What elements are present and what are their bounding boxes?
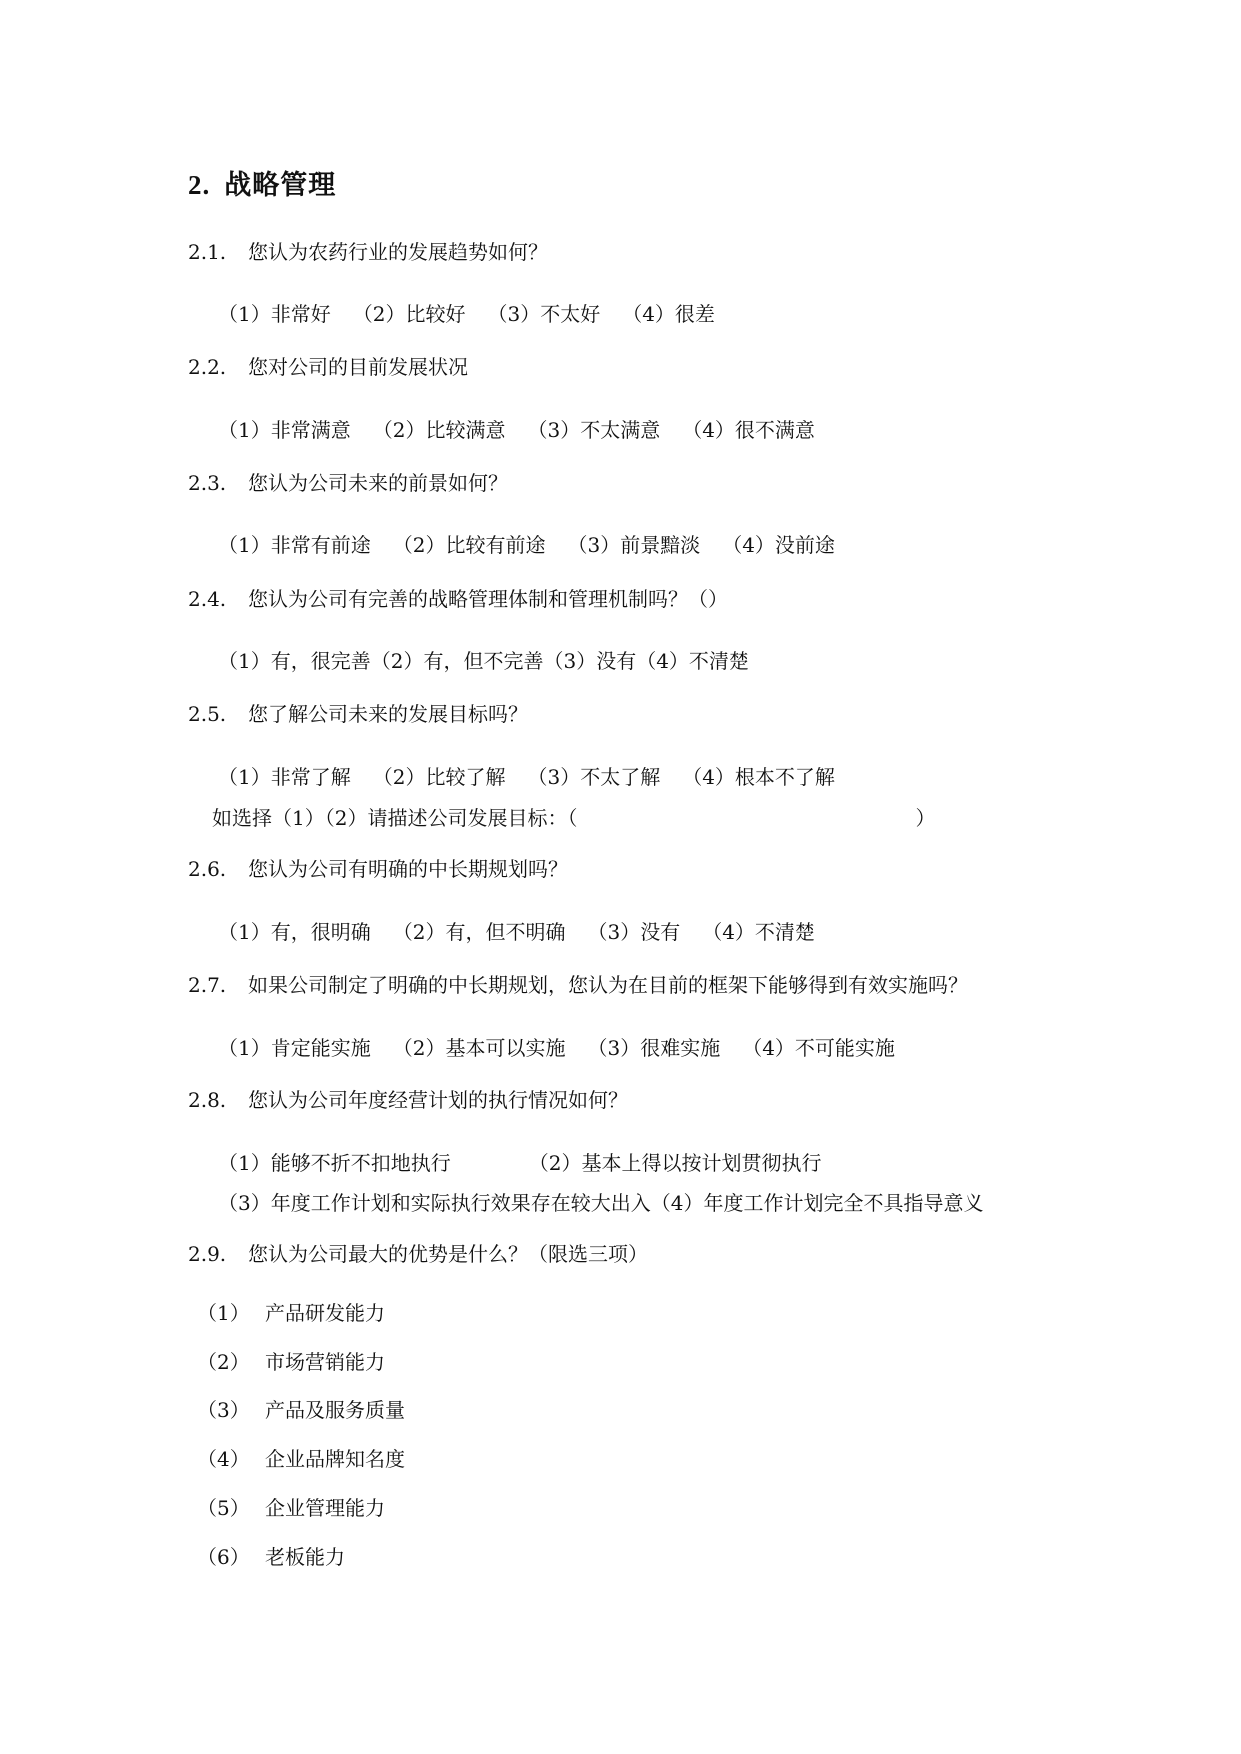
goal-description-line	[212, 806, 935, 830]
option-4[interactable]: （4）很不满意	[682, 418, 815, 442]
option-3[interactable]: （3）不太满意	[527, 418, 661, 442]
question-2-1	[188, 240, 548, 264]
options-2-1	[218, 302, 737, 326]
question-2-4	[188, 587, 728, 611]
option-1[interactable]: （1）有，很明确	[218, 920, 371, 944]
option-4[interactable]: （4）不清楚	[702, 920, 815, 944]
question-number: 2.6.	[188, 857, 227, 881]
list-item-number: （3）	[197, 1398, 250, 1422]
list-item-label: 产品研发能力	[265, 1301, 385, 1325]
list-item-number: （6）	[197, 1545, 250, 1569]
option-2[interactable]: （2）比较好	[352, 302, 466, 326]
question-2-3	[188, 471, 508, 495]
option-1[interactable]: （1）非常满意	[218, 418, 351, 442]
option-4[interactable]: （4）不可能实施	[742, 1036, 895, 1060]
question-number: 2.7.	[188, 973, 227, 997]
question-text: 您认为公司有完善的战略管理体制和管理机制吗？（）	[248, 587, 728, 611]
option-4[interactable]: （4）不清楚	[636, 649, 749, 673]
option-3[interactable]: （3）前景黯淡	[567, 533, 701, 557]
option-1[interactable]: （1）有，很完善	[218, 649, 371, 673]
section-number: 2.	[188, 170, 211, 200]
options-2-2	[218, 418, 837, 442]
list-item[interactable]	[197, 1496, 385, 1520]
option-3[interactable]: （3）不太了解	[527, 765, 661, 789]
option-4[interactable]: （4）很差	[622, 302, 715, 326]
option-3[interactable]: （3）没有	[543, 649, 637, 673]
question-number: 2.1.	[188, 240, 227, 264]
question-number: 2.8.	[188, 1088, 227, 1112]
question-text: 您对公司的目前发展状况	[248, 355, 468, 379]
list-item-number: （1）	[197, 1301, 250, 1325]
option-4[interactable]: （4）没前途	[722, 533, 835, 557]
question-2-6	[188, 857, 568, 881]
list-item[interactable]	[197, 1301, 385, 1325]
list-item[interactable]	[197, 1447, 405, 1471]
option-3[interactable]: （3）没有	[587, 920, 681, 944]
list-item[interactable]	[197, 1350, 385, 1374]
option-1[interactable]: （1）肯定能实施	[218, 1036, 371, 1060]
question-text: 您认为公司未来的前景如何？	[248, 471, 508, 495]
list-item-label: 企业管理能力	[265, 1496, 385, 1520]
options-2-8-row2	[218, 1191, 983, 1215]
option-2[interactable]: （2）比较有前途	[392, 533, 546, 557]
question-2-7	[188, 973, 968, 997]
question-text: 您认为公司最大的优势是什么？（限选三项）	[248, 1242, 648, 1266]
question-number: 2.2.	[188, 355, 227, 379]
question-text: 您认为公司年度经营计划的执行情况如何？	[248, 1088, 628, 1112]
option-3[interactable]: （3）年度工作计划和实际执行效果存在较大出入	[218, 1191, 651, 1215]
option-2[interactable]: （2）比较满意	[372, 418, 506, 442]
options-2-4	[218, 649, 749, 673]
question-number: 2.9.	[188, 1242, 227, 1266]
question-text: 您了解公司未来的发展目标吗？	[248, 702, 528, 726]
list-item-number: （5）	[197, 1496, 250, 1520]
option-1[interactable]: （1）非常有前途	[218, 533, 371, 557]
option-2[interactable]: （2）基本上得以按计划贯彻执行	[528, 1151, 822, 1175]
list-item-number: （2）	[197, 1350, 250, 1374]
list-item[interactable]	[197, 1545, 345, 1569]
options-2-5	[218, 765, 857, 789]
option-2[interactable]: （2）有，但不明确	[392, 920, 566, 944]
option-3[interactable]: （3）很难实施	[587, 1036, 721, 1060]
question-number: 2.5.	[188, 702, 227, 726]
list-item-number: （4）	[197, 1447, 250, 1471]
question-text: 您认为农药行业的发展趋势如何？	[248, 240, 548, 264]
list-item-label: 老板能力	[265, 1545, 345, 1569]
option-1[interactable]: （1）非常了解	[218, 765, 351, 789]
option-1[interactable]: （1）能够不折不扣地执行	[218, 1151, 451, 1175]
question-text: 您认为公司有明确的中长期规划吗？	[248, 857, 568, 881]
option-2[interactable]: （2）基本可以实施	[392, 1036, 566, 1060]
question-2-5	[188, 702, 528, 726]
options-2-8-row1	[218, 1151, 821, 1175]
option-4[interactable]: （4）年度工作计划完全不具指导意义	[650, 1191, 984, 1215]
question-2-2	[188, 355, 468, 379]
question-number: 2.3.	[188, 471, 227, 495]
question-2-8	[188, 1088, 628, 1112]
options-2-3	[218, 533, 857, 557]
question-2-9	[188, 1242, 648, 1266]
list-item[interactable]	[197, 1398, 405, 1422]
section-title	[188, 163, 336, 202]
list-item-label: 企业品牌知名度	[265, 1447, 405, 1471]
goal-description-prompt: 如选择（1）（2）请描述公司发展目标：（	[212, 806, 578, 830]
goal-description-close: ）	[915, 806, 936, 830]
option-1[interactable]: （1）非常好	[218, 302, 331, 326]
options-2-7	[218, 1036, 917, 1060]
option-3[interactable]: （3）不太好	[487, 302, 601, 326]
question-number: 2.4.	[188, 587, 227, 611]
options-2-6	[218, 920, 837, 944]
list-item-label: 市场营销能力	[265, 1350, 385, 1374]
option-4[interactable]: （4）根本不了解	[682, 765, 835, 789]
option-2[interactable]: （2）有，但不完善	[370, 649, 544, 673]
question-text: 如果公司制定了明确的中长期规划，您认为在目前的框架下能够得到有效实施吗？	[248, 973, 968, 997]
list-item-label: 产品及服务质量	[265, 1398, 405, 1422]
section-heading: 战略管理	[224, 170, 337, 201]
option-2[interactable]: （2）比较了解	[372, 765, 506, 789]
